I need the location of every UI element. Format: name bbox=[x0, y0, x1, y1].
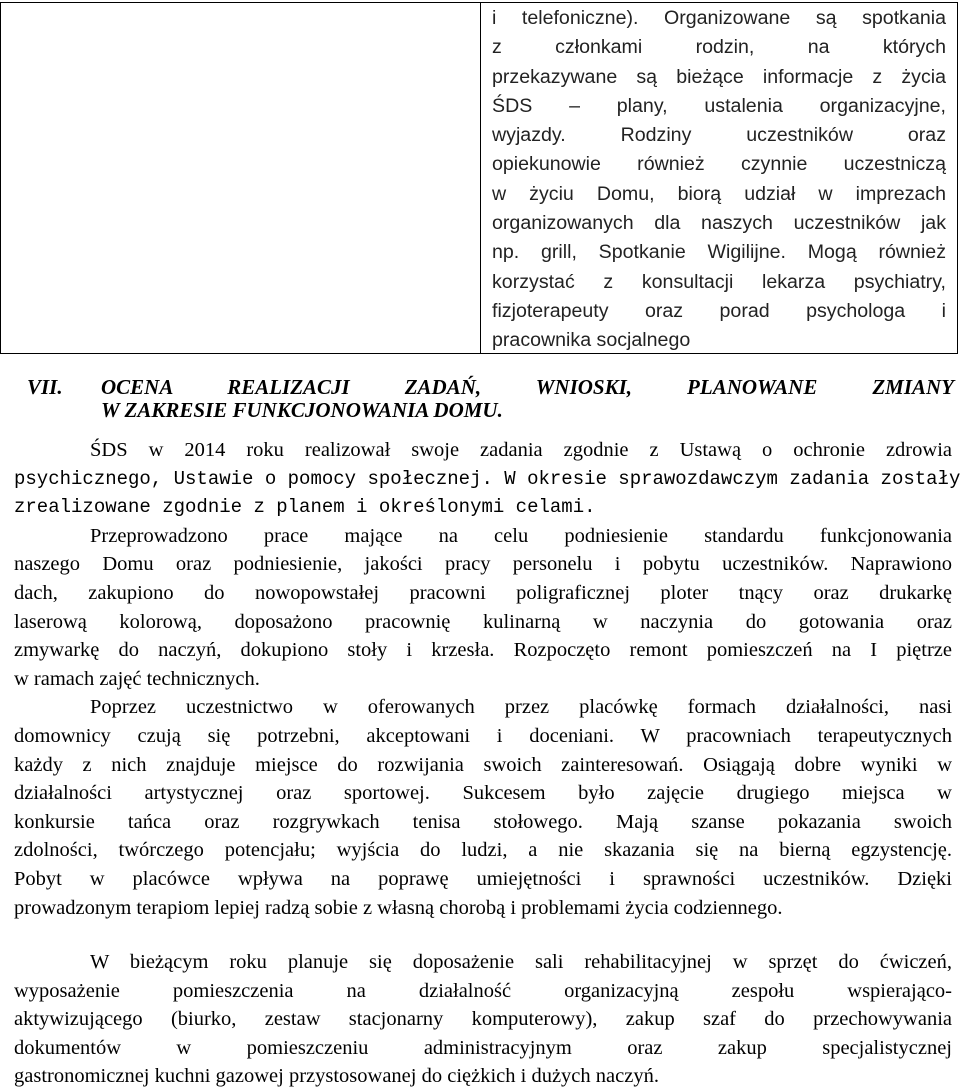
body-line: każdy z nich znajduje miejsce do rozwijania swoich zainteresowań. Osiągają dobre wyniki w bbox=[14, 753, 952, 776]
body-line: ŚDS w 2014 roku realizował swoje zadania zgodnie z Ustawą o ochronie zdrowia bbox=[90, 439, 952, 461]
body-line: działalności artystycznej oraz sportowej. Sukcesem było zajęcie drugiego miejsca w bbox=[14, 782, 952, 805]
cell-line: ŚDS – plany, ustalenia organizacyjne, bbox=[492, 94, 946, 117]
body-line: zdolności, twórczego potencjału; wyjścia do ludzi, a nie skazania się na bierną egzystencję. bbox=[14, 839, 952, 862]
body-line: prowadzonym terapiom lepiej radzą sobie z własną chorobą i problemami życia codziennego. bbox=[14, 896, 783, 919]
cell-line: pracownika socjalnego bbox=[492, 329, 691, 352]
cell-line: w życiu Domu, biorą udział w imprezach bbox=[492, 182, 946, 205]
body-line: zrealizowane zgodnie z planem i określonymi celami. bbox=[14, 496, 596, 519]
body-line: Pobyt w placówce wpływa na poprawę umiejętności i sprawności uczestników. Dzięki bbox=[14, 867, 952, 890]
section-number: VII. bbox=[27, 375, 63, 399]
body-line: dokumentów w pomieszczeniu administracyjnym oraz zakup specjalistycznej bbox=[14, 1036, 952, 1059]
paragraph-gap bbox=[14, 922, 952, 948]
cell-line: i telefoniczne). Organizowane są spotkania bbox=[492, 7, 946, 29]
body-line: dach, zakupiono do nowopowstałej pracowni poligraficznej ploter tnący oraz drukarkę bbox=[14, 581, 952, 604]
cell-line: np. grill, Spotkanie Wigilijne. Mogą również bbox=[492, 241, 946, 264]
body-line: naszego Domu oraz podniesienie, jakości pracy personelu i pobytu uczestników. Naprawiono bbox=[14, 553, 952, 576]
section-title-2: W ZAKRESIE FUNKCJONOWANIA DOMU. bbox=[101, 398, 503, 422]
body-line: konkursie tańca oraz rozgrywkach tenisa stołowego. Mają szanse pokazania swoich bbox=[14, 810, 952, 833]
body-line: aktywizującego (biurko, zestaw stacjonarny komputerowy), zakup szaf do przechowywania bbox=[14, 1008, 952, 1031]
body-line: W bieżącym roku planuje się doposażenie sali rehabilitacyjnej w sprzęt do ćwiczeń, bbox=[90, 951, 952, 974]
cell-line: przekazywane są bieżące informacje z życia bbox=[492, 65, 946, 88]
body-line: gastronomicznej kuchni gazowej przystosowanej do ciężkich i dużych naczyń. bbox=[14, 1065, 659, 1088]
cell-line: wyjazdy. Rodziny uczestników oraz bbox=[492, 124, 946, 147]
table-cell-text bbox=[492, 4, 946, 356]
body-line: Poprzez uczestnictwo w oferowanych przez placówkę formach działalności, nasi bbox=[90, 696, 952, 719]
body-line: w ramach zajęć technicznych. bbox=[14, 667, 260, 690]
cell-line: fizjoterapeuty oraz porad psychologa i bbox=[492, 299, 946, 322]
body-line: Przeprowadzono prace mające na celu podniesienie standardu funkcjonowania bbox=[90, 524, 952, 547]
body-line: zmywarkę do naczyń, dokupiono stoły i krzesła. Rozpoczęto remont pomieszczeń na I piętrze bbox=[14, 639, 952, 662]
body-text bbox=[14, 436, 960, 1091]
section-heading bbox=[27, 376, 954, 422]
cell-line: korzystać z konsultacji lekarza psychiatry, bbox=[492, 270, 946, 293]
cell-line: organizowanych dla naszych uczestników jak bbox=[492, 212, 946, 235]
body-line: laserową kolorową, doposażono pracownię kulinarną w naczynia do gotowania oraz bbox=[14, 610, 952, 633]
table-column-divider bbox=[480, 2, 481, 354]
body-line: domownicy czują się potrzebni, akceptowani i doceniani. W pracowniach terapeutycznych bbox=[14, 724, 952, 747]
section-heading-line-1 bbox=[27, 376, 954, 399]
body-line: wyposażenie pomieszczenia na działalność organizacyjną zespołu wspierająco- bbox=[14, 979, 952, 1002]
section-title-1: OCENA REALIZACJI ZADAŃ, WNIOSKI, PLANOWANE ZMIANY bbox=[101, 375, 954, 399]
cell-line: z członkami rodzin, na których bbox=[492, 36, 946, 59]
cell-line: opiekunowie również czynnie uczestniczą bbox=[492, 153, 946, 176]
body-line: psychicznego, Ustawie o pomocy społecznej. W okresie sprawozdawczym zadania zostały bbox=[14, 467, 960, 490]
